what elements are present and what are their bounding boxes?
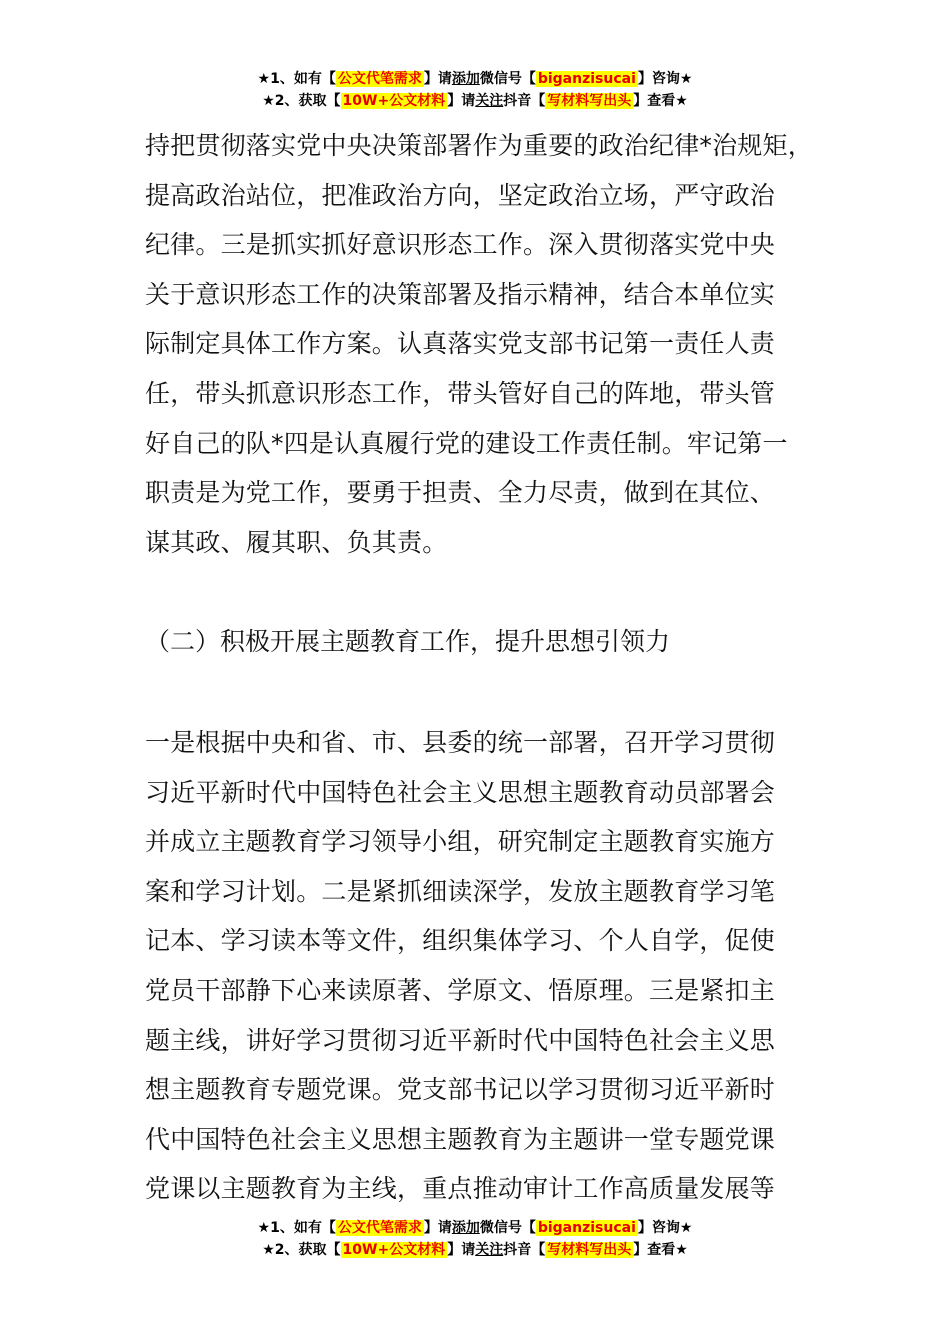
banner-text: 微信号【 <box>479 1220 536 1236</box>
text-line: 党员干部静下心来读原著、学原文、悟原理。三是紧扣主 <box>145 975 776 1005</box>
banner-text: 】请 <box>423 71 452 87</box>
paragraph-1 <box>145 121 815 567</box>
text-line: 持把贯彻落实党中央决策部署作为重要的政治纪律*治规矩， <box>145 131 813 160</box>
footer-line-2 <box>0 1239 950 1261</box>
banner-highlight: 10W+公文材料 <box>342 93 446 109</box>
banner-text: 】请 <box>447 1242 476 1258</box>
text-line: 提高政治站位，把准政治方向，坚定政治立场，严守政治 <box>145 180 776 210</box>
text-line: 关于意识形态工作的决策部署及指示精神，结合本单位实 <box>145 279 776 309</box>
text-line: 题主线，讲好学习贯彻习近平新时代中国特色社会主义思 <box>145 1025 776 1055</box>
text-line: 党课以主题教育为主线，重点推动审计工作高质量发展等 <box>145 1174 776 1204</box>
banner-text: 抖音【 <box>503 1242 546 1258</box>
star-icon: ★ <box>262 1242 275 1258</box>
text-line: 想主题教育专题党课。党支部书记以学习贯彻习近平新时 <box>145 1075 776 1105</box>
paragraph-2 <box>145 718 815 1214</box>
banner-text: 1、如有【 <box>270 71 336 87</box>
banner-text: 】查看★ <box>633 93 688 109</box>
banner-highlight: 公文代笔需求 <box>337 71 422 87</box>
text-line: 一是根据中央和省、市、县委的统一部署，召开学习贯彻 <box>145 728 776 757</box>
banner-text: 】请 <box>423 1220 452 1236</box>
text-line: 任，带头抓意识形态工作，带头管好自己的阵地，带头管 <box>145 378 776 408</box>
douyin-id: 写材料写出头 <box>547 93 632 109</box>
text-line: 际制定具体工作方案。认真落实党支部书记第一责任人责 <box>145 329 776 359</box>
banner-text: 2、获取【 <box>274 1242 341 1258</box>
banner-text: 微信号【 <box>479 71 536 87</box>
text-line: 记本、学习读本等文件，组织集体学习、个人自学，促使 <box>145 926 776 956</box>
banner-text: 1、如有【 <box>270 1220 336 1236</box>
text-line: 谋其政、履其职、负其责。 <box>145 527 448 557</box>
star-icon: ★ <box>257 71 271 87</box>
text-line: 纪律。三是抓实抓好意识形态工作。深入贯彻落实党中央 <box>145 230 776 260</box>
footer-banner <box>0 1217 950 1261</box>
douyin-id: 写材料写出头 <box>547 1242 632 1258</box>
header-line-1 <box>0 68 950 90</box>
banner-underline: 添加 <box>451 71 480 87</box>
text-line: 好自己的队*四是认真履行党的建设工作责任制。牢记第一 <box>145 428 788 458</box>
star-icon: ★ <box>262 93 275 109</box>
section-heading: （二）积极开展主题教育工作，提升思想引领力 <box>145 627 671 656</box>
header-banner <box>0 68 950 112</box>
wechat-id: biganzisucai <box>537 1220 636 1236</box>
header-line-2 <box>0 90 950 112</box>
banner-text: 2、获取【 <box>274 93 341 109</box>
banner-text: 】咨询★ <box>637 1220 693 1236</box>
text-line: 代中国特色社会主义思想主题教育为主题讲一堂专题党课 <box>145 1124 776 1154</box>
footer-line-1 <box>0 1217 950 1239</box>
banner-underline: 关注 <box>475 1242 504 1258</box>
banner-highlight: 公文代笔需求 <box>337 1220 422 1236</box>
banner-underline: 关注 <box>475 93 504 109</box>
text-line: 职责是为党工作，要勇于担责、全力尽责，做到在其位、 <box>145 478 776 508</box>
banner-highlight: 10W+公文材料 <box>342 1242 446 1258</box>
text-line: 习近平新时代中国特色社会主义思想主题教育动员部署会 <box>145 777 776 807</box>
banner-underline: 添加 <box>451 1220 480 1236</box>
banner-text: 】查看★ <box>633 1242 688 1258</box>
banner-text: 】咨询★ <box>637 71 693 87</box>
banner-text: 抖音【 <box>503 93 546 109</box>
banner-text: 】请 <box>447 93 476 109</box>
text-line: 案和学习计划。二是紧抓细读深学，发放主题教育学习笔 <box>145 876 776 906</box>
star-icon: ★ <box>257 1220 271 1236</box>
wechat-id: biganzisucai <box>537 71 636 87</box>
text-line: 并成立主题教育学习领导小组，研究制定主题教育实施方 <box>145 827 776 857</box>
